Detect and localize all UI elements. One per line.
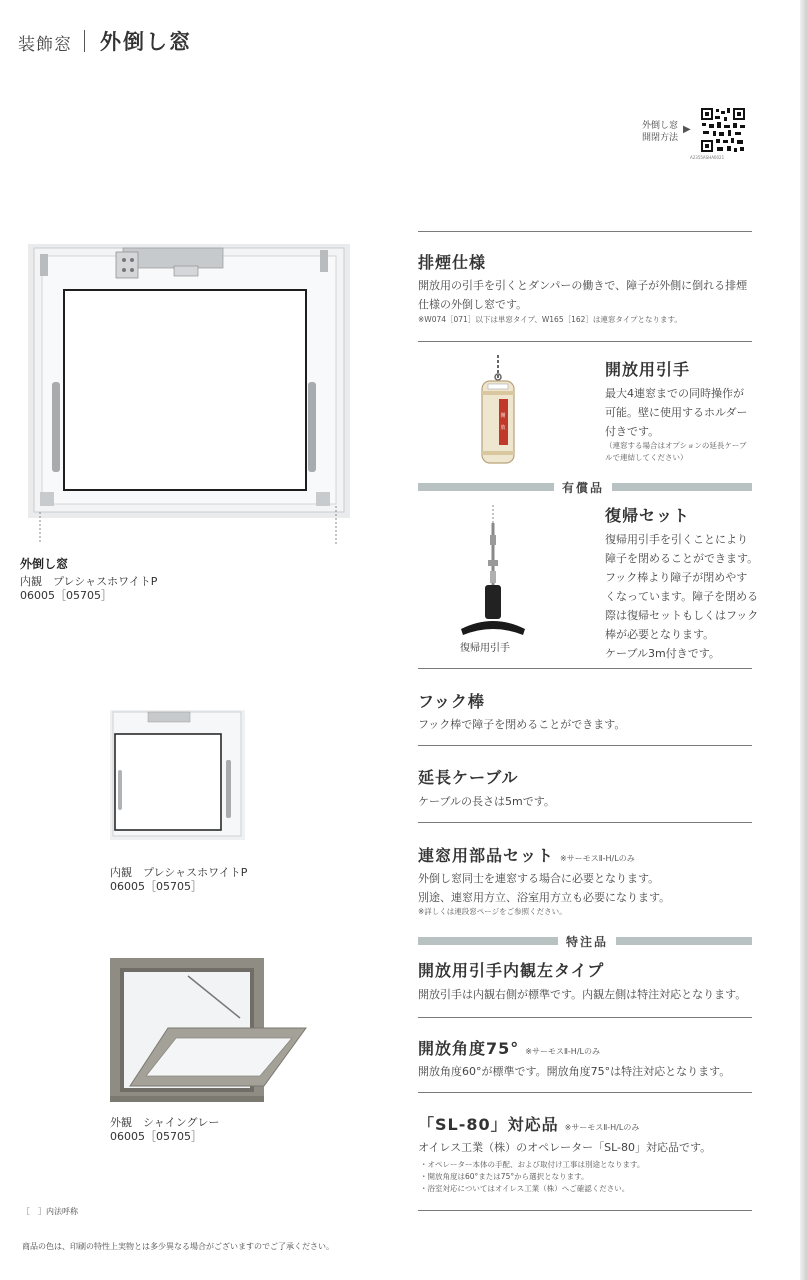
reset-line: 棒が必要となります。 xyxy=(605,628,715,641)
fig1-line: 内観 プレシャスホワイトP xyxy=(20,575,158,588)
divider xyxy=(418,1210,752,1211)
svg-text:開: 開 xyxy=(500,413,506,419)
footer-legend: ［ ］内法呼称 xyxy=(22,1207,78,1216)
divider xyxy=(418,1017,752,1018)
renso-text xyxy=(418,869,758,907)
handle-note xyxy=(605,440,746,464)
reset-line: 際は復帰セットもしくはフック xyxy=(605,609,759,622)
page-title: 外倒し窓 xyxy=(100,30,192,54)
sl80-scope: ※サーモスⅡ-H/Lのみ xyxy=(564,1123,640,1132)
handle-line: 可能。壁に使用するホルダー xyxy=(605,406,748,419)
angle-text: 開放角度60°が標準です。開放角度75°は特注対応となります。 xyxy=(418,1065,731,1078)
title-separator xyxy=(84,30,85,52)
reset-title: 復帰セット xyxy=(605,506,691,525)
angle-title-text: 開放角度75° xyxy=(418,1039,520,1058)
hook-text: フック棒で障子を閉めることができます。 xyxy=(418,718,626,731)
fig2-caption xyxy=(110,866,247,894)
renso-scope: ※サーモスⅡ-H/Lのみ xyxy=(560,854,635,863)
reset-text xyxy=(605,530,765,663)
divider xyxy=(418,1092,752,1093)
handle-title: 開放用引手 xyxy=(605,360,691,379)
divider xyxy=(418,341,752,342)
reset-set-image xyxy=(455,505,535,640)
cable-title: 延長ケーブル xyxy=(418,768,519,787)
fig1-caption xyxy=(20,555,157,603)
smoke-text-line2: 仕様の外倒し窓です。 xyxy=(418,298,528,311)
handle-note-line: （連窓する場合はオプションの延長ケーブ xyxy=(605,441,747,450)
fig3-line: 外観 シャイングレー xyxy=(110,1116,220,1129)
window-interior-large-image xyxy=(28,244,350,544)
qr-arrow-icon: ▶ xyxy=(683,124,691,135)
special-section-label: 特注品 xyxy=(558,933,616,950)
handle-text xyxy=(605,384,765,441)
sl80-title-text: 「SL-80」対応品 xyxy=(418,1115,559,1134)
footer-disclaimer: 商品の色は、印刷の特性上実物とは多少異なる場合がございますのでご了承ください。 xyxy=(22,1242,334,1251)
renso-title-text: 連窓用部品セット xyxy=(418,846,555,865)
reset-line: ケーブル3m付きです。 xyxy=(605,647,720,660)
fig3-caption xyxy=(110,1116,220,1144)
reset-line: くなっています。障子を閉める xyxy=(605,590,759,603)
window-interior-small-image xyxy=(110,710,245,840)
smoke-title: 排煙仕様 xyxy=(418,253,487,272)
svg-text:放: 放 xyxy=(500,425,506,431)
handle-line: 付きです。 xyxy=(605,425,660,438)
angle-title xyxy=(418,1036,600,1059)
fig1-title: 外倒し窓 xyxy=(20,557,69,571)
cable-text: ケーブルの長さは5mです。 xyxy=(418,795,555,808)
lefttype-title: 開放用引手内観左タイプ xyxy=(418,961,605,980)
angle-scope: ※サーモスⅡ-H/Lのみ xyxy=(525,1047,600,1056)
qr-label-line1: 外倒し窓 xyxy=(641,121,678,131)
reset-line: 障子を閉めることができます。 xyxy=(605,552,759,565)
divider xyxy=(418,231,752,232)
sl80-text: オイレス工業（株）のオペレーター「SL-80」対応品です。 xyxy=(418,1141,712,1154)
reset-caption: 復帰用引手 xyxy=(460,643,510,654)
window-exterior-open-image xyxy=(110,958,310,1104)
sl80-title xyxy=(418,1112,639,1135)
qr-label-line2: 開閉方法 xyxy=(641,133,678,143)
qr-code-text: A2355ASHA0021 xyxy=(690,155,725,160)
sl80-note-line: ・浴室対応についてはオイレス工業（株）へご確認ください。 xyxy=(420,1184,630,1193)
divider xyxy=(418,745,752,746)
renso-note: ※詳しくは連段窓ページをご参照ください。 xyxy=(418,907,567,916)
divider xyxy=(418,668,752,669)
lefttype-text: 開放引手は内観右側が標準です。内観左側は特注対応となります。 xyxy=(418,988,747,1001)
release-handle-image xyxy=(468,355,528,467)
divider xyxy=(418,822,752,823)
category-label: 装飾窓 xyxy=(18,35,72,55)
renso-title xyxy=(418,843,635,866)
smoke-note: ※W074［071］以下は単窓タイプ、W165［162］は連窓タイプとなります。 xyxy=(418,315,682,324)
reset-line: フック棒より障子が閉めやす xyxy=(605,571,748,584)
renso-line: 別途、連窓用方立、浴室用方立も必要になります。 xyxy=(418,891,671,904)
fig3-line: 06005［05705］ xyxy=(110,1130,202,1143)
sl80-notes xyxy=(420,1159,644,1195)
qr-label xyxy=(636,120,678,144)
hook-title: フック棒 xyxy=(418,692,485,711)
fig1-line: 06005［05705］ xyxy=(20,589,112,602)
smoke-text xyxy=(418,276,758,314)
handle-note-line: ルで連結してください） xyxy=(605,453,688,462)
smoke-text-line1: 開放用の引手を引くとダンパーの働きで、障子が外側に倒れる排煙 xyxy=(418,279,748,292)
paid-section-label: 有償品 xyxy=(554,479,612,496)
page-edge xyxy=(800,0,807,1280)
handle-line: 最大4連窓までの同時操作が xyxy=(605,387,744,400)
sl80-note-line: ・オペレーター本体の手配、および取付け工事は別途となります。 xyxy=(420,1160,645,1169)
fig2-line: 06005［05705］ xyxy=(110,880,202,893)
fig2-line: 内観 プレシャスホワイトP xyxy=(110,866,248,879)
renso-line: 外倒し窓同士を連窓する場合に必要となります。 xyxy=(418,872,660,885)
qr-code-icon[interactable] xyxy=(700,107,746,153)
sl80-note-line: ・開放角度は60°または75°から選択となります。 xyxy=(420,1172,589,1181)
reset-line: 復帰用引手を引くことにより xyxy=(605,533,748,546)
